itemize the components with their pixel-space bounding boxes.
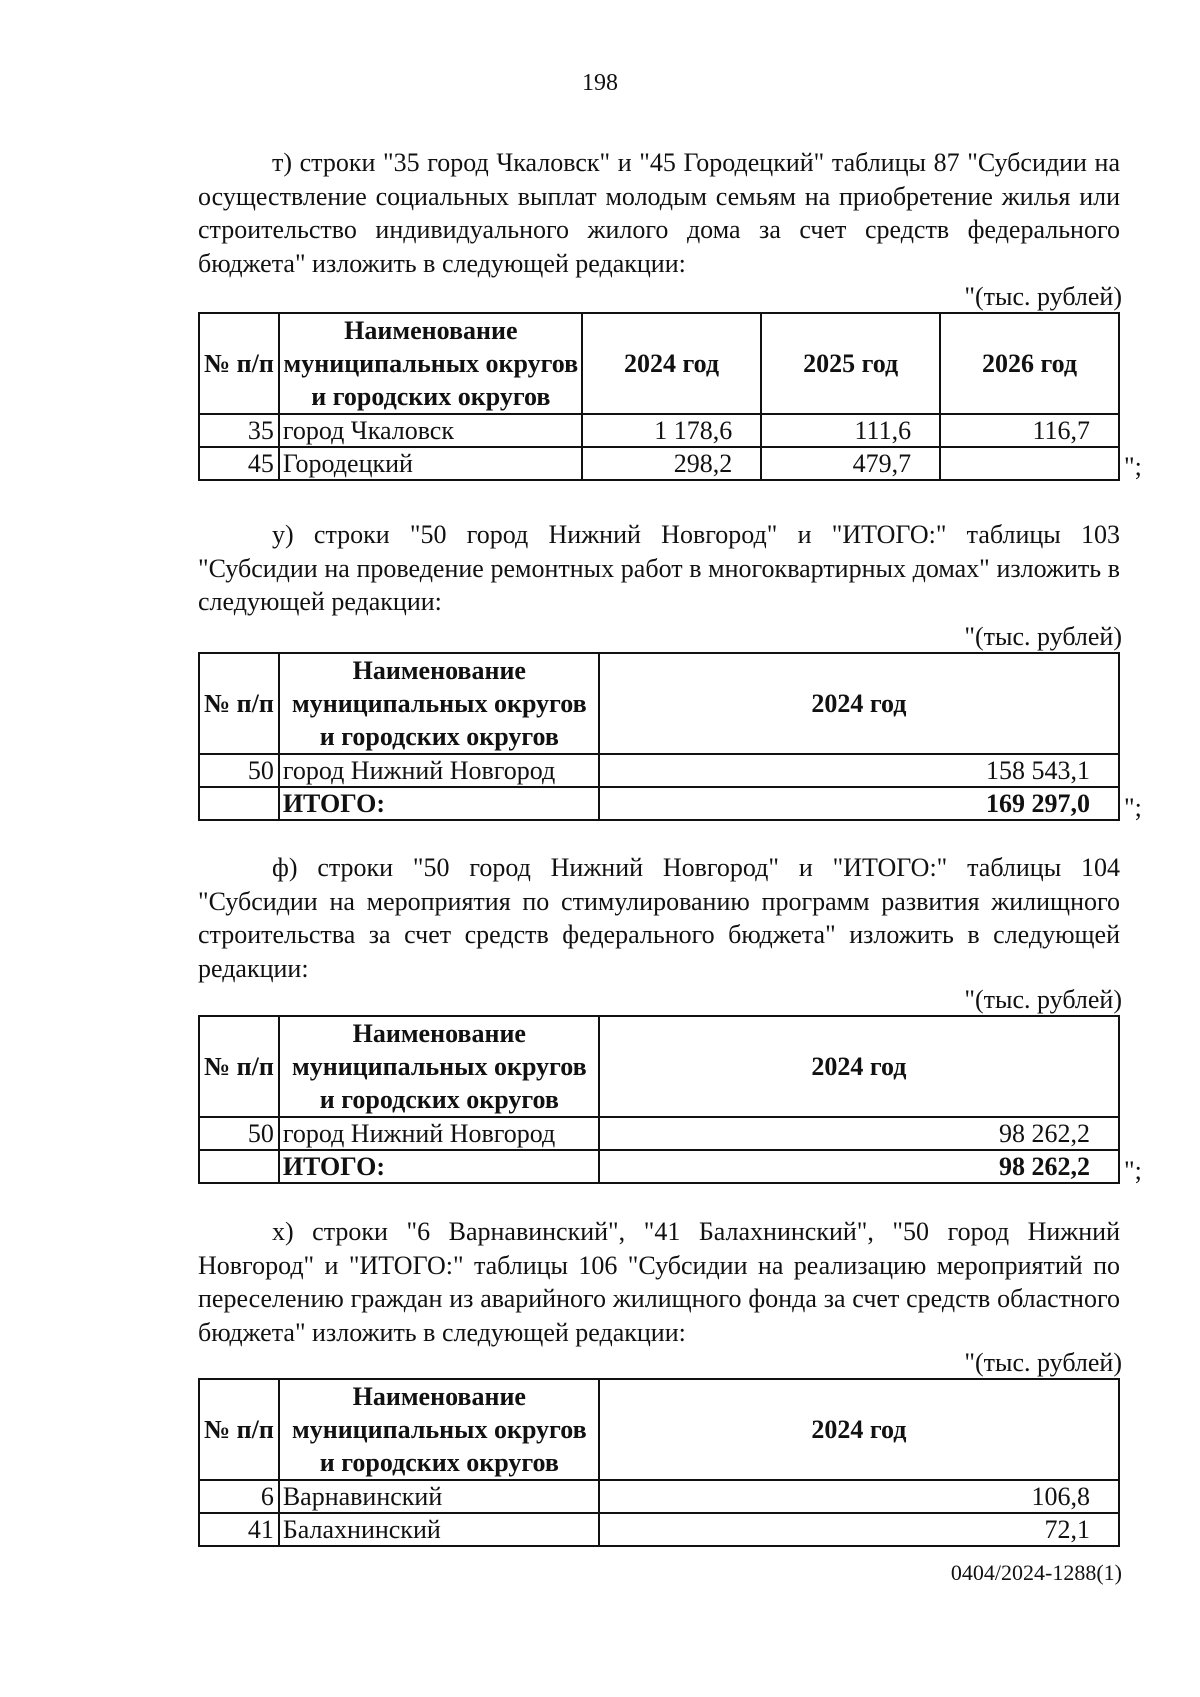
header-2024: 2024 год	[599, 1016, 1119, 1117]
section-t-unit-label: "(тыс. рублей)	[964, 282, 1122, 311]
section-f-closing-quote: ";	[1124, 1156, 1142, 1185]
row-no: 6	[199, 1480, 279, 1513]
section-t-paragraph: т) строки "35 город Чкаловск" и "45 Городецкий" таблицы 87 "Субсидии на осуществление социальных выплат молодым семьям на приобретение жилья или строительство индивидуального жилого дома за счет средств федерального бюджета" изложить в следующей редакции:	[198, 148, 1120, 278]
section-h-unit-label: "(тыс. рублей)	[964, 1348, 1122, 1377]
row-2024: 98 262,2	[599, 1150, 1119, 1183]
row-2024: 169 297,0	[599, 787, 1119, 820]
header-2024: 2024 год	[599, 1379, 1119, 1480]
header-name: Наименование муниципальных округов и городских округов	[279, 1379, 599, 1480]
header-name: Наименование муниципальных округов и городских округов	[279, 653, 599, 754]
row-2024: 72,1	[599, 1513, 1119, 1546]
section-f-unit-label: "(тыс. рублей)	[964, 985, 1122, 1014]
table-header-row	[199, 313, 1119, 414]
row-no	[199, 787, 279, 820]
table-104	[198, 1015, 1120, 1184]
row-2025: 479,7	[761, 447, 940, 480]
header-2025: 2025 год	[761, 313, 940, 414]
page-number: 198	[582, 70, 618, 96]
table-106	[198, 1378, 1120, 1547]
table-row	[199, 1117, 1119, 1150]
row-2024: 106,8	[599, 1480, 1119, 1513]
row-no: 35	[199, 414, 279, 447]
section-u-paragraph: у) строки "50 город Нижний Новгород" и "ИТОГО:" таблицы 103 "Субсидии на проведение ремонтных работ в многоквартирных домах" изложить в следующей редакции:	[198, 520, 1120, 616]
row-no: 41	[199, 1513, 279, 1546]
table-row	[199, 1513, 1119, 1546]
row-2024: 158 543,1	[599, 754, 1119, 787]
row-name: Балахнинский	[279, 1513, 599, 1546]
row-name: Городецкий	[279, 447, 582, 480]
header-name: Наименование муниципальных округов и городских округов	[279, 1016, 599, 1117]
table-87	[198, 312, 1120, 481]
table-total-row	[199, 787, 1119, 820]
row-name: город Нижний Новгород	[279, 754, 599, 787]
row-no	[199, 1150, 279, 1183]
section-u-closing-quote: ";	[1124, 793, 1142, 822]
table-row	[199, 1480, 1119, 1513]
row-name: Варнавинский	[279, 1480, 599, 1513]
header-2024: 2024 год	[599, 653, 1119, 754]
header-no: № п/п	[199, 1016, 279, 1117]
header-no: № п/п	[199, 1379, 279, 1480]
row-no: 50	[199, 754, 279, 787]
row-name: город Нижний Новгород	[279, 1117, 599, 1150]
table-row	[199, 414, 1119, 447]
header-2026: 2026 год	[940, 313, 1119, 414]
row-2026	[940, 447, 1119, 480]
row-2026: 116,7	[940, 414, 1119, 447]
header-name: Наименование муниципальных округов и городских округов	[279, 313, 582, 414]
table-header-row	[199, 1379, 1119, 1480]
table-header-row	[199, 653, 1119, 754]
header-2024: 2024 год	[582, 313, 761, 414]
document-number: 0404/2024-1288(1)	[950, 1560, 1122, 1585]
row-2024: 1 178,6	[582, 414, 761, 447]
header-no: № п/п	[199, 313, 279, 414]
table-row	[199, 447, 1119, 480]
table-total-row	[199, 1150, 1119, 1183]
section-h-paragraph: х) строки "6 Варнавинский", "41 Балахнинский", "50 город Нижний Новгород" и "ИТОГО:" таблицы 106 "Субсидии на реализацию мероприятий по переселению граждан из аварийного жилищного фонда за счет средств областного бюджета" изложить в следующей редакции:	[198, 1217, 1120, 1347]
row-no: 50	[199, 1117, 279, 1150]
header-no: № п/п	[199, 653, 279, 754]
section-u-unit-label: "(тыс. рублей)	[964, 622, 1122, 651]
row-name: ИТОГО:	[279, 787, 599, 820]
row-no: 45	[199, 447, 279, 480]
row-2025: 111,6	[761, 414, 940, 447]
row-name: город Чкаловск	[279, 414, 582, 447]
table-103	[198, 652, 1120, 821]
row-name: ИТОГО:	[279, 1150, 599, 1183]
row-2024: 298,2	[582, 447, 761, 480]
table-header-row	[199, 1016, 1119, 1117]
section-f-paragraph: ф) строки "50 город Нижний Новгород" и "ИТОГО:" таблицы 104 "Субсидии на мероприятия по стимулированию программ развития жилищного строительства за счет средств федерального бюджета" изложить в следующей редакции:	[198, 853, 1120, 983]
table-row	[199, 754, 1119, 787]
row-2024: 98 262,2	[599, 1117, 1119, 1150]
section-t-closing-quote: ";	[1124, 452, 1142, 481]
